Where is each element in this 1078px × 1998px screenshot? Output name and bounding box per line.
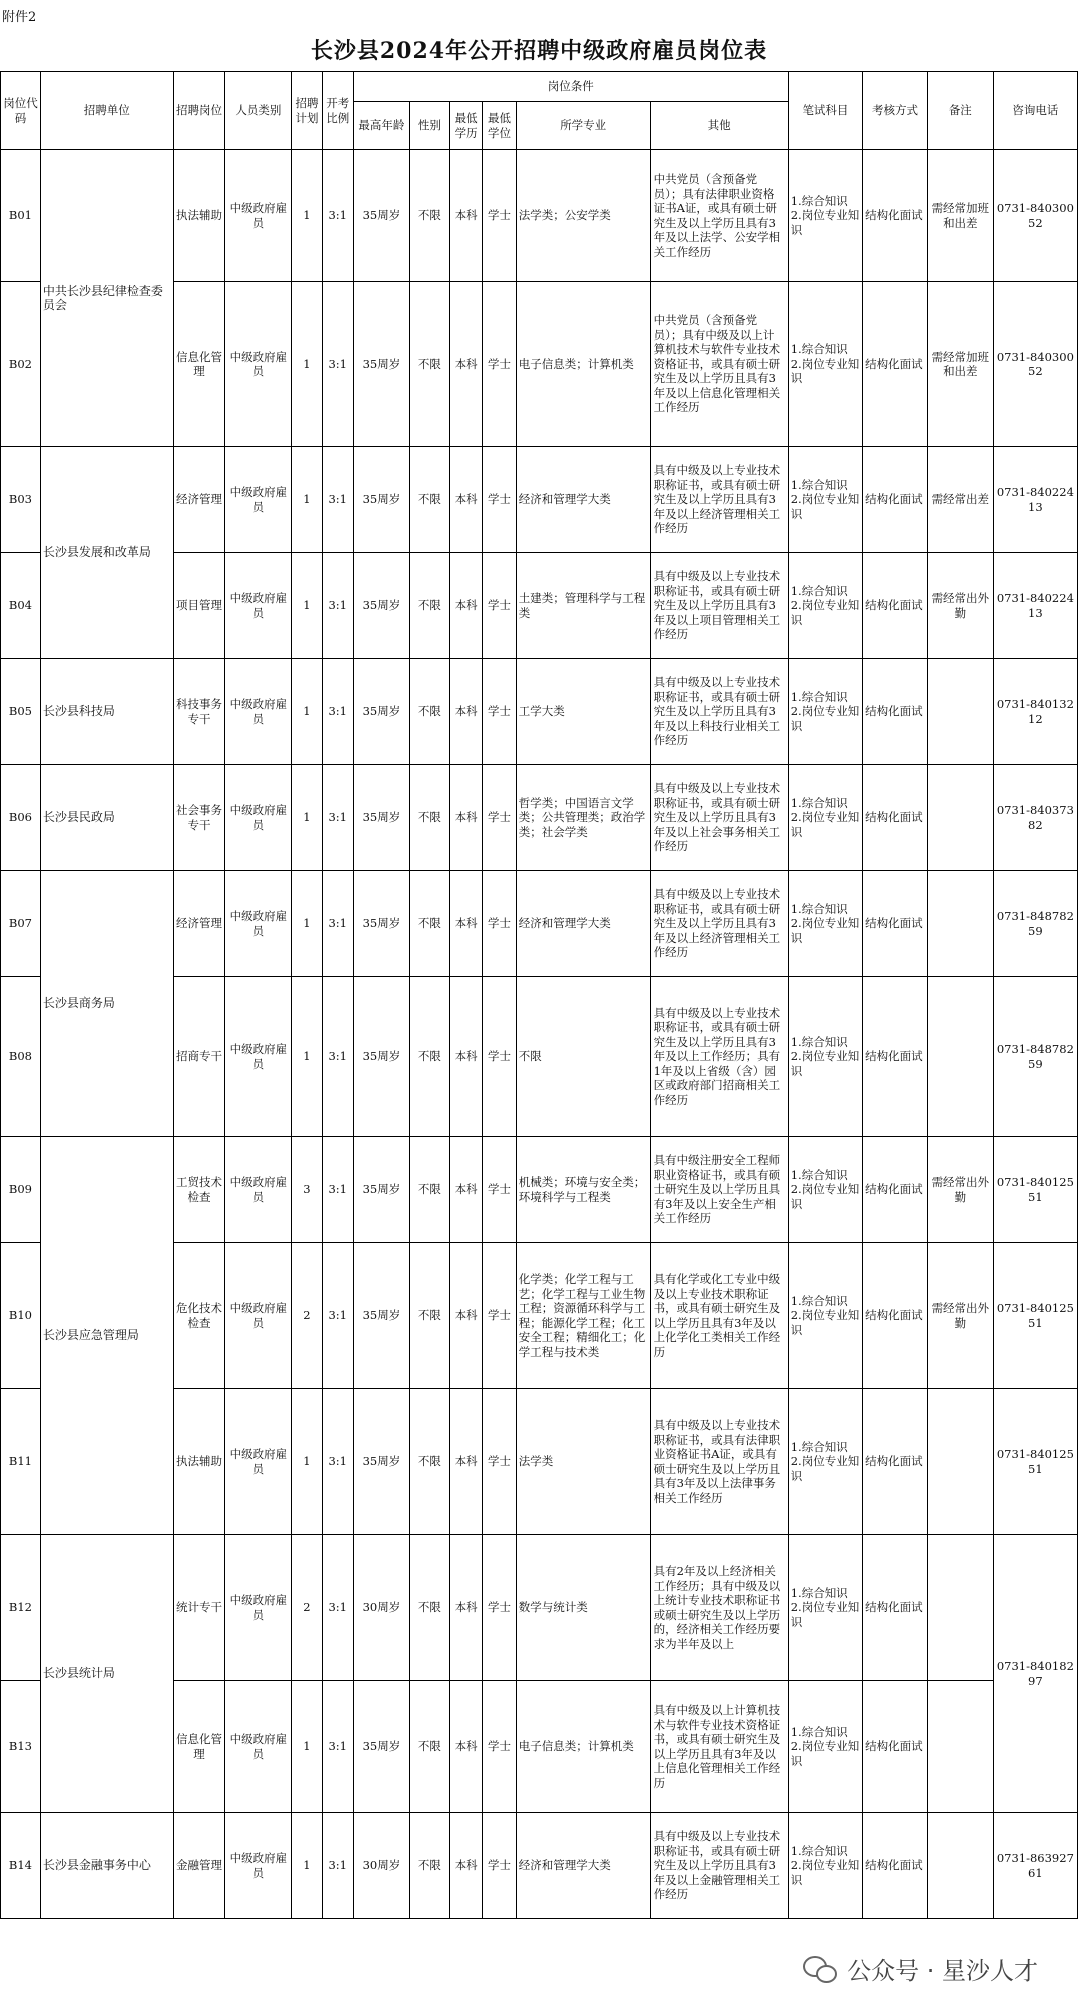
cell-phone: 0731-84012551	[993, 1137, 1077, 1243]
page-title: 长沙县2024年公开招聘中级政府雇员岗位表	[310, 38, 768, 64]
cell-assess: 结构化面试	[863, 659, 928, 765]
cell-remark: 需经常出外勤	[927, 1243, 993, 1389]
header-gender: 性别	[409, 102, 449, 150]
cell-gender: 不限	[409, 1137, 449, 1243]
cell-age: 35周岁	[353, 871, 409, 977]
cell-post: 信息化管理	[173, 1681, 225, 1813]
cell-other: 具有中级及以上专业技术职称证书，或具有硕士研究生及以上学历且具有3年及以上经济管理相关工作经历	[650, 447, 788, 553]
table-row	[1, 447, 1078, 553]
cell-degree: 学士	[483, 1535, 516, 1681]
cell-age: 35周岁	[353, 553, 409, 659]
cell-phone: 0731-84013212	[993, 659, 1077, 765]
cell-assess: 结构化面试	[863, 447, 928, 553]
cell-code: B14	[1, 1813, 41, 1919]
cell-category: 中级政府雇员	[225, 1813, 292, 1919]
header-remark: 备注	[927, 72, 993, 150]
cell-other: 具有中级注册安全工程师职业资格证书，或具有硕士研究生及以上学历且具有3年及以上安全生产相关工作经历	[650, 1137, 788, 1243]
cell-gender: 不限	[409, 553, 449, 659]
cell-unit: 中共长沙县纪律检查委员会	[40, 150, 173, 447]
table-row	[1, 765, 1078, 871]
cell-age: 35周岁	[353, 1389, 409, 1535]
cell-code: B12	[1, 1535, 41, 1681]
cell-degree: 学士	[483, 977, 516, 1137]
header-unit: 招聘单位	[40, 72, 173, 150]
cell-remark	[927, 1535, 993, 1681]
cell-unit: 长沙县科技局	[40, 659, 173, 765]
cell-exam: 1.综合知识 2.岗位专业知识	[788, 659, 862, 765]
cell-age: 35周岁	[353, 659, 409, 765]
cell-age: 35周岁	[353, 282, 409, 447]
cell-category: 中级政府雇员	[225, 282, 292, 447]
cell-code: B10	[1, 1243, 41, 1389]
cell-exam: 1.综合知识 2.岗位专业知识	[788, 282, 862, 447]
wechat-icon	[803, 1954, 837, 1984]
cell-ratio: 3:1	[322, 1813, 353, 1919]
cell-category: 中级政府雇员	[225, 765, 292, 871]
watermark-text: 公众号 · 星沙人才	[847, 1957, 1038, 1985]
cell-category: 中级政府雇员	[225, 1535, 292, 1681]
cell-post: 科技事务专干	[173, 659, 225, 765]
cell-remark	[927, 659, 993, 765]
cell-plan: 1	[292, 1389, 322, 1535]
cell-ratio: 3:1	[322, 282, 353, 447]
cell-degree: 学士	[483, 1137, 516, 1243]
cell-edu: 本科	[449, 150, 482, 282]
header-exam: 笔试科目	[788, 72, 862, 150]
cell-ratio: 3:1	[322, 659, 353, 765]
cell-plan: 1	[292, 977, 322, 1137]
cell-category: 中级政府雇员	[225, 1681, 292, 1813]
cell-assess: 结构化面试	[863, 1535, 928, 1681]
cell-remark	[927, 871, 993, 977]
cell-unit: 长沙县商务局	[40, 871, 173, 1137]
cell-degree: 学士	[483, 1681, 516, 1813]
cell-post: 信息化管理	[173, 282, 225, 447]
cell-edu: 本科	[449, 553, 482, 659]
cell-edu: 本科	[449, 977, 482, 1137]
cell-phone: 0731-84030052	[993, 150, 1077, 282]
cell-remark	[927, 765, 993, 871]
cell-post: 招商专干	[173, 977, 225, 1137]
cell-phone: 0731-84030052	[993, 282, 1077, 447]
cell-code: B06	[1, 765, 41, 871]
cell-plan: 1	[292, 282, 322, 447]
cell-plan: 1	[292, 659, 322, 765]
cell-remark: 需经常出外勤	[927, 1137, 993, 1243]
cell-gender: 不限	[409, 1243, 449, 1389]
cell-age: 30周岁	[353, 1813, 409, 1919]
cell-exam: 1.综合知识 2.岗位专业知识	[788, 1681, 862, 1813]
cell-category: 中级政府雇员	[225, 871, 292, 977]
cell-assess: 结构化面试	[863, 1389, 928, 1535]
cell-plan: 1	[292, 447, 322, 553]
cell-degree: 学士	[483, 150, 516, 282]
cell-other: 具有中级及以上专业技术职称证书，或具有硕士研究生及以上学历且具有3年及以上项目管理相关工作经历	[650, 553, 788, 659]
cell-post: 危化技术检查	[173, 1243, 225, 1389]
positions-table	[0, 71, 1078, 1919]
cell-exam: 1.综合知识 2.岗位专业知识	[788, 1389, 862, 1535]
cell-degree: 学士	[483, 1389, 516, 1535]
table-row	[1, 1813, 1078, 1919]
cell-ratio: 3:1	[322, 1389, 353, 1535]
cell-other: 具有2年及以上经济相关工作经历；具有中级及以上统计专业技术职称证书或硕士研究生及以上学历的，经济相关工作经历要求为半年及以上	[650, 1535, 788, 1681]
cell-major: 经济和管理学大类	[516, 1813, 650, 1919]
cell-exam: 1.综合知识 2.岗位专业知识	[788, 977, 862, 1137]
cell-major: 经济和管理学大类	[516, 871, 650, 977]
cell-major: 经济和管理学大类	[516, 447, 650, 553]
cell-edu: 本科	[449, 1243, 482, 1389]
cell-age: 35周岁	[353, 1243, 409, 1389]
cell-gender: 不限	[409, 765, 449, 871]
header-assess: 考核方式	[863, 72, 928, 150]
cell-plan: 1	[292, 1813, 322, 1919]
cell-code: B08	[1, 977, 41, 1137]
cell-major: 法学类；公安学类	[516, 150, 650, 282]
cell-plan: 2	[292, 1535, 322, 1681]
cell-category: 中级政府雇员	[225, 1243, 292, 1389]
cell-post: 执法辅助	[173, 150, 225, 282]
cell-assess: 结构化面试	[863, 150, 928, 282]
header-degree: 最低学位	[483, 102, 516, 150]
cell-remark	[927, 1681, 993, 1813]
cell-plan: 2	[292, 1243, 322, 1389]
cell-phone: 0731-84022413	[993, 447, 1077, 553]
cell-unit: 长沙县民政局	[40, 765, 173, 871]
cell-ratio: 3:1	[322, 1137, 353, 1243]
table-row	[1, 659, 1078, 765]
cell-edu: 本科	[449, 1535, 482, 1681]
header-plan: 招聘计划	[292, 72, 322, 150]
cell-code: B07	[1, 871, 41, 977]
cell-exam: 1.综合知识 2.岗位专业知识	[788, 1137, 862, 1243]
cell-other: 具有中级及以上专业技术职称证书，或具有硕士研究生及以上学历且具有3年及以上经济管理相关工作经历	[650, 871, 788, 977]
cell-ratio: 3:1	[322, 1243, 353, 1389]
cell-gender: 不限	[409, 659, 449, 765]
cell-remark: 需经常出差	[927, 447, 993, 553]
cell-other: 中共党员（含预备党员）；具有法律职业资格证书A证，或具有硕士研究生及以上学历且具有3年及以上法学、公安学相关工作经历	[650, 150, 788, 282]
cell-remark: 需经常加班和出差	[927, 150, 993, 282]
cell-assess: 结构化面试	[863, 1681, 928, 1813]
table-row	[1, 150, 1078, 282]
cell-edu: 本科	[449, 765, 482, 871]
table-row	[1, 1535, 1078, 1681]
cell-gender: 不限	[409, 447, 449, 553]
cell-code: B11	[1, 1389, 41, 1535]
cell-other: 具有中级及以上专业技术职称证书，或具有硕士研究生及以上学历且具有3年及以上工作经历；具有1年及以上省级（含）园区或政府部门招商相关工作经历	[650, 977, 788, 1137]
cell-phone: 0731-84878259	[993, 871, 1077, 977]
cell-edu: 本科	[449, 1389, 482, 1535]
cell-major: 法学类	[516, 1389, 650, 1535]
cell-phone: 0731-84018297	[993, 1535, 1077, 1813]
cell-age: 35周岁	[353, 150, 409, 282]
cell-code: B01	[1, 150, 41, 282]
cell-phone: 0731-84037382	[993, 765, 1077, 871]
header-post: 招聘岗位	[173, 72, 225, 150]
header-edu: 最低学历	[449, 102, 482, 150]
cell-remark	[927, 1813, 993, 1919]
cell-assess: 结构化面试	[863, 1137, 928, 1243]
cell-code: B09	[1, 1137, 41, 1243]
cell-remark	[927, 1389, 993, 1535]
cell-category: 中级政府雇员	[225, 977, 292, 1137]
cell-assess: 结构化面试	[863, 1243, 928, 1389]
attachment-label: 附件2	[2, 10, 37, 25]
cell-exam: 1.综合知识 2.岗位专业知识	[788, 1535, 862, 1681]
cell-unit: 长沙县发展和改革局	[40, 447, 173, 659]
cell-ratio: 3:1	[322, 1535, 353, 1681]
cell-code: B04	[1, 553, 41, 659]
cell-age: 35周岁	[353, 977, 409, 1137]
cell-exam: 1.综合知识 2.岗位专业知识	[788, 765, 862, 871]
cell-age: 35周岁	[353, 447, 409, 553]
cell-gender: 不限	[409, 1535, 449, 1681]
cell-exam: 1.综合知识 2.岗位专业知识	[788, 553, 862, 659]
cell-gender: 不限	[409, 1389, 449, 1535]
header-other: 其他	[650, 102, 788, 150]
cell-ratio: 3:1	[322, 447, 353, 553]
cell-category: 中级政府雇员	[225, 447, 292, 553]
cell-post: 经济管理	[173, 447, 225, 553]
cell-other: 中共党员（含预备党员）；具有中级及以上计算机技术与软件专业技术资格证书，或具有硕士研究生及以上学历且具有3年及以上信息化管理相关工作经历	[650, 282, 788, 447]
cell-edu: 本科	[449, 659, 482, 765]
cell-edu: 本科	[449, 1813, 482, 1919]
cell-phone: 0731-84012551	[993, 1243, 1077, 1389]
header-code: 岗位代码	[1, 72, 41, 150]
cell-phone: 0731-84022413	[993, 553, 1077, 659]
header-ratio: 开考比例	[322, 72, 353, 150]
cell-phone: 0731-84012551	[993, 1389, 1077, 1535]
cell-major: 土建类；管理科学与工程类	[516, 553, 650, 659]
cell-gender: 不限	[409, 977, 449, 1137]
cell-category: 中级政府雇员	[225, 150, 292, 282]
cell-degree: 学士	[483, 553, 516, 659]
cell-edu: 本科	[449, 282, 482, 447]
cell-other: 具有中级及以上专业技术职称证书，或具有硕士研究生及以上学历且具有3年及以上社会事务相关工作经历	[650, 765, 788, 871]
cell-gender: 不限	[409, 1813, 449, 1919]
header-category: 人员类别	[225, 72, 292, 150]
cell-major: 哲学类；中国语言文学类；公共管理类；政治学类；社会学类	[516, 765, 650, 871]
cell-code: B05	[1, 659, 41, 765]
cell-edu: 本科	[449, 1137, 482, 1243]
cell-category: 中级政府雇员	[225, 1137, 292, 1243]
cell-exam: 1.综合知识 2.岗位专业知识	[788, 447, 862, 553]
cell-category: 中级政府雇员	[225, 553, 292, 659]
cell-gender: 不限	[409, 1681, 449, 1813]
cell-age: 35周岁	[353, 1137, 409, 1243]
cell-exam: 1.综合知识 2.岗位专业知识	[788, 871, 862, 977]
cell-gender: 不限	[409, 282, 449, 447]
cell-degree: 学士	[483, 659, 516, 765]
cell-phone: 0731-84878259	[993, 977, 1077, 1137]
header-major: 所学专业	[516, 102, 650, 150]
cell-code: B13	[1, 1681, 41, 1813]
cell-exam: 1.综合知识 2.岗位专业知识	[788, 150, 862, 282]
cell-remark	[927, 977, 993, 1137]
cell-exam: 1.综合知识 2.岗位专业知识	[788, 1243, 862, 1389]
cell-post: 项目管理	[173, 553, 225, 659]
cell-other: 具有中级及以上计算机技术与软件专业技术资格证书，或具有硕士研究生及以上学历且具有3年及以上信息化管理相关工作经历	[650, 1681, 788, 1813]
cell-gender: 不限	[409, 871, 449, 977]
cell-unit: 长沙县应急管理局	[40, 1137, 173, 1535]
cell-other: 具有中级及以上专业技术职称证书，或具有法律职业资格证书A证，或具有硕士研究生及以上学历且具有3年及以上法律事务相关工作经历	[650, 1389, 788, 1535]
cell-post: 执法辅助	[173, 1389, 225, 1535]
cell-phone: 0731-86392761	[993, 1813, 1077, 1919]
cell-age: 35周岁	[353, 1681, 409, 1813]
cell-post: 工贸技术检查	[173, 1137, 225, 1243]
cell-degree: 学士	[483, 282, 516, 447]
cell-ratio: 3:1	[322, 977, 353, 1137]
cell-plan: 1	[292, 150, 322, 282]
cell-plan: 1	[292, 765, 322, 871]
cell-other: 具有化学或化工专业中级及以上专业技术职称证书，或具有硕士研究生及以上学历且具有3年及以上化学化工类相关工作经历	[650, 1243, 788, 1389]
cell-post: 统计专干	[173, 1535, 225, 1681]
cell-edu: 本科	[449, 1681, 482, 1813]
cell-unit: 长沙县统计局	[40, 1535, 173, 1813]
watermark	[803, 1951, 1038, 1986]
cell-degree: 学士	[483, 447, 516, 553]
cell-assess: 结构化面试	[863, 1813, 928, 1919]
cell-degree: 学士	[483, 871, 516, 977]
cell-category: 中级政府雇员	[225, 659, 292, 765]
cell-category: 中级政府雇员	[225, 1389, 292, 1535]
cell-remark: 需经常出外勤	[927, 553, 993, 659]
header-age: 最高年龄	[353, 102, 409, 150]
cell-major: 电子信息类；计算机类	[516, 282, 650, 447]
cell-gender: 不限	[409, 150, 449, 282]
cell-other: 具有中级及以上专业技术职称证书，或具有硕士研究生及以上学历且具有3年及以上金融管理相关工作经历	[650, 1813, 788, 1919]
cell-assess: 结构化面试	[863, 977, 928, 1137]
header-phone: 咨询电话	[993, 72, 1077, 150]
cell-ratio: 3:1	[322, 150, 353, 282]
cell-code: B02	[1, 282, 41, 447]
cell-plan: 1	[292, 1681, 322, 1813]
cell-other: 具有中级及以上专业技术职称证书，或具有硕士研究生及以上学历且具有3年及以上科技行业相关工作经历	[650, 659, 788, 765]
cell-ratio: 3:1	[322, 765, 353, 871]
cell-plan: 1	[292, 871, 322, 977]
cell-major: 机械类；环境与安全类；环境科学与工程类	[516, 1137, 650, 1243]
cell-edu: 本科	[449, 447, 482, 553]
cell-ratio: 3:1	[322, 1681, 353, 1813]
cell-code: B03	[1, 447, 41, 553]
cell-edu: 本科	[449, 871, 482, 977]
cell-major: 化学类；化学工程与工艺；化学工程与工业生物工程；资源循环科学与工程；能源化学工程；化工安全工程；精细化工；化学工程与技术类	[516, 1243, 650, 1389]
cell-major: 不限	[516, 977, 650, 1137]
cell-plan: 1	[292, 553, 322, 659]
cell-post: 经济管理	[173, 871, 225, 977]
table-row	[1, 871, 1078, 977]
cell-exam: 1.综合知识 2.岗位专业知识	[788, 1813, 862, 1919]
cell-assess: 结构化面试	[863, 553, 928, 659]
cell-degree: 学士	[483, 1813, 516, 1919]
cell-remark: 需经常加班和出差	[927, 282, 993, 447]
table-row	[1, 1137, 1078, 1243]
cell-assess: 结构化面试	[863, 871, 928, 977]
cell-unit: 长沙县金融事务中心	[40, 1813, 173, 1919]
cell-ratio: 3:1	[322, 871, 353, 977]
cell-post: 金融管理	[173, 1813, 225, 1919]
header-conditions: 岗位条件	[353, 72, 788, 102]
cell-post: 社会事务专干	[173, 765, 225, 871]
cell-age: 35周岁	[353, 765, 409, 871]
cell-age: 30周岁	[353, 1535, 409, 1681]
cell-major: 工学大类	[516, 659, 650, 765]
cell-degree: 学士	[483, 1243, 516, 1389]
cell-ratio: 3:1	[322, 553, 353, 659]
cell-assess: 结构化面试	[863, 282, 928, 447]
cell-assess: 结构化面试	[863, 765, 928, 871]
cell-major: 电子信息类；计算机类	[516, 1681, 650, 1813]
cell-degree: 学士	[483, 765, 516, 871]
cell-major: 数学与统计类	[516, 1535, 650, 1681]
cell-plan: 3	[292, 1137, 322, 1243]
